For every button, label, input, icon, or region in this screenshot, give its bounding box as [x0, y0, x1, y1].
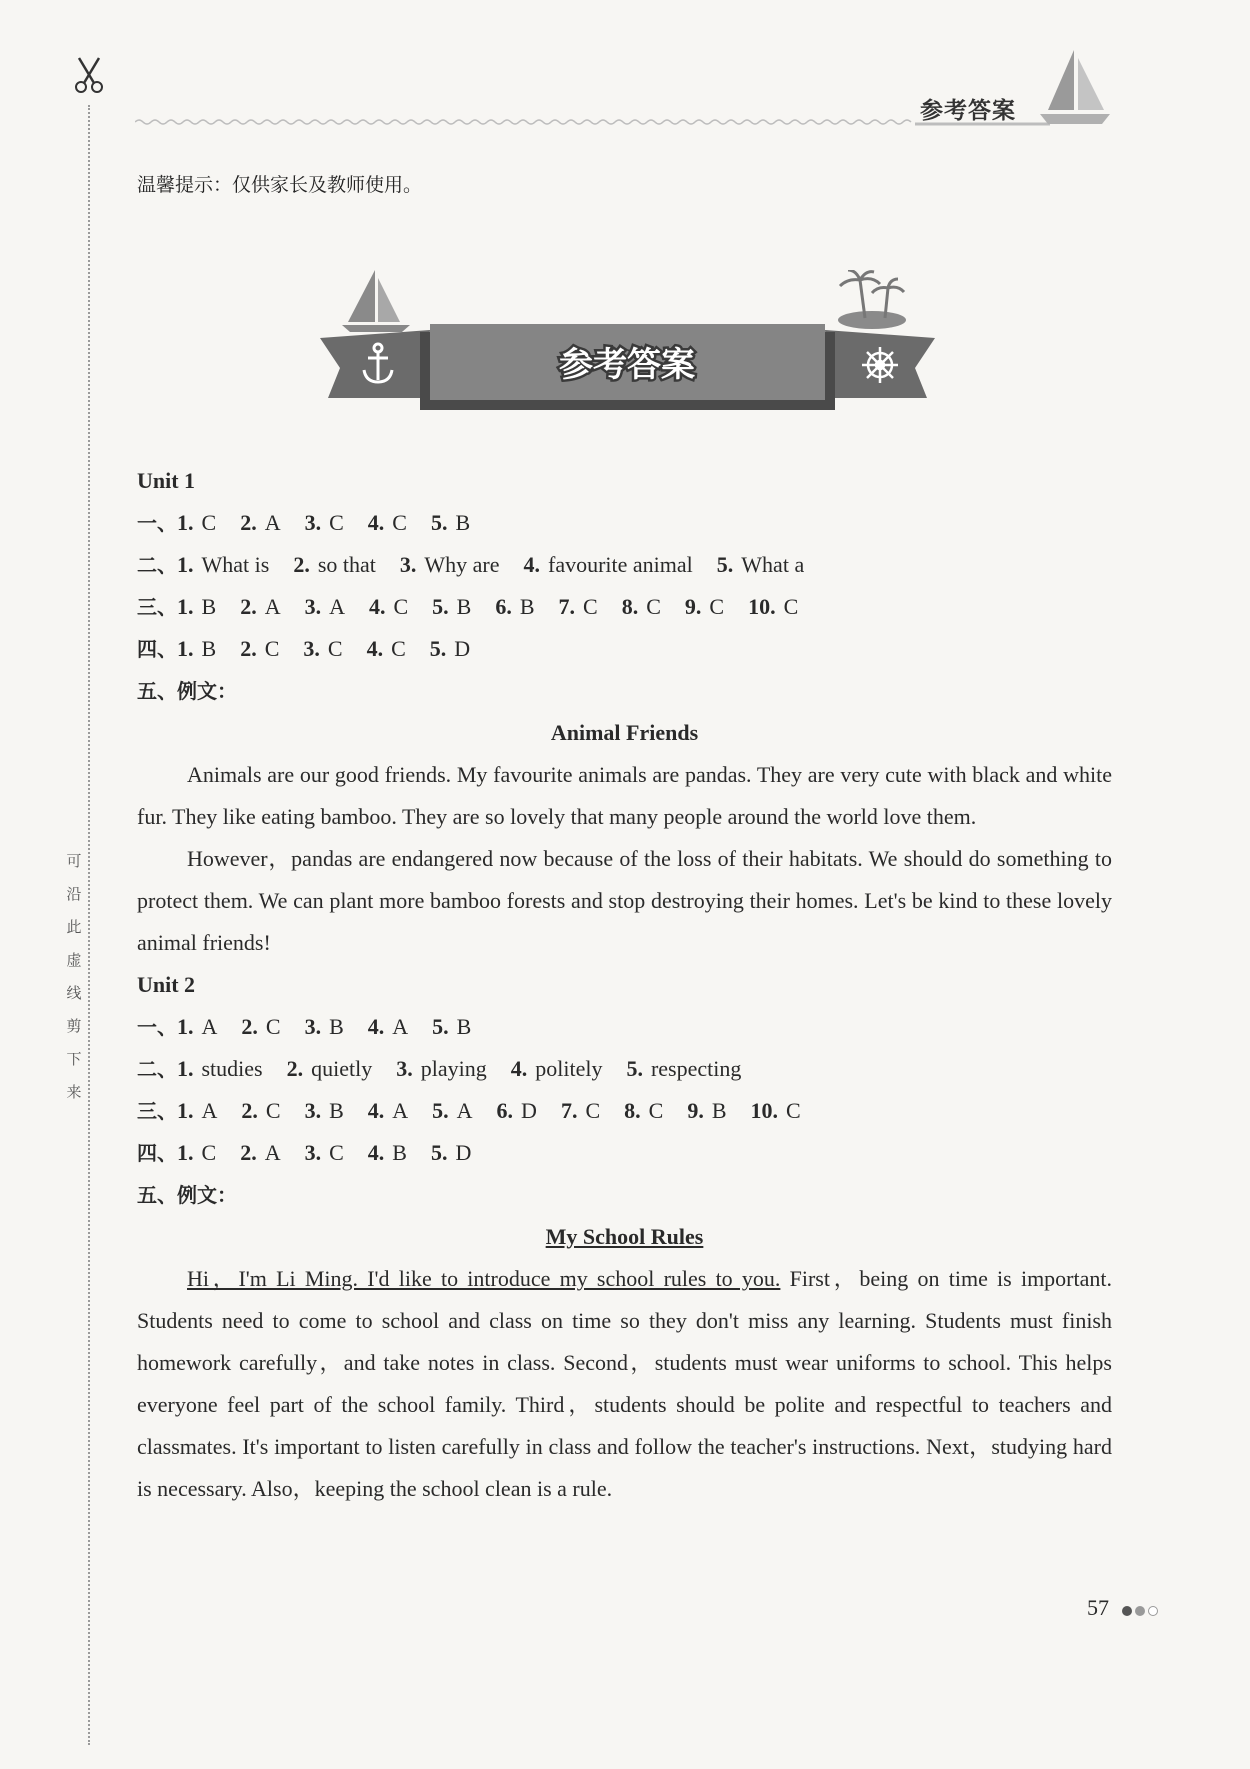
answer-item: [497, 1098, 537, 1123]
answer-value: What is: [201, 552, 270, 577]
answer-number: 5.: [432, 1014, 449, 1039]
answer-number: 2.: [286, 1056, 304, 1081]
answer-item: [524, 552, 693, 577]
answer-value: respecting: [650, 1056, 742, 1081]
answer-value: politely: [535, 1056, 603, 1081]
answer-item: [177, 510, 216, 535]
unit2-essay: [137, 1258, 1112, 1510]
answer-value: What a: [741, 552, 805, 577]
answer-value: C: [393, 594, 409, 619]
parent-teacher-tip: 温馨提示：仅供家长及教师使用。: [137, 174, 423, 196]
answer-item: [368, 1140, 407, 1165]
answer-number: 5.: [432, 594, 449, 619]
answer-item: [559, 594, 598, 619]
answer-item: [495, 594, 534, 619]
unit2-heading: Unit 2: [137, 972, 196, 997]
cut-instruction-char: 线: [66, 984, 82, 1002]
banner-title: 参考答案: [559, 345, 695, 385]
cut-dotted-line: [88, 105, 90, 1745]
answer-value: A: [264, 594, 281, 619]
answer-number: 3.: [304, 1098, 322, 1123]
answer-value: B: [329, 1098, 344, 1123]
header-wavy-rule: [135, 118, 1050, 126]
answer-item: [305, 1140, 344, 1165]
unit1-heading: Unit 1: [137, 468, 196, 493]
answer-value: C: [201, 1140, 217, 1165]
answer-value: B: [455, 510, 471, 535]
unit1-section-5-label: 五、例文：: [137, 679, 237, 703]
cut-instruction-char: 沿: [66, 885, 82, 903]
answer-value: D: [455, 1140, 472, 1165]
section-prefix: 二、: [137, 1057, 177, 1081]
cut-instruction-char: 此: [66, 918, 82, 936]
answer-number: 7.: [558, 594, 576, 619]
answer-value: C: [391, 636, 406, 661]
answer-number: 3.: [304, 1014, 322, 1039]
answer-number: 2.: [240, 510, 257, 535]
unit1-essay-paragraph-2: However，pandas are endangered now because of the loss of their habitats. We should do something to protect them. We can plant more bamboo forests and stop destroying their homes. Let's be kind to these lovely animal friends!: [137, 846, 1112, 955]
unit1-section-4: [137, 628, 1112, 670]
answer-value: B: [519, 594, 535, 619]
sailboat-icon: [1040, 48, 1110, 126]
answer-item: [626, 1056, 741, 1081]
answer-number: 5.: [430, 1140, 448, 1165]
answer-item: [177, 1014, 217, 1039]
dot-icon: [1148, 1606, 1158, 1616]
answer-value: C: [265, 1014, 281, 1039]
answer-value: C: [201, 510, 217, 535]
cut-instruction-char: 可: [66, 852, 82, 870]
answer-item: [368, 1098, 408, 1123]
unit2-essay-title: My School Rules: [545, 1224, 704, 1249]
answer-number: 2.: [240, 636, 257, 661]
answer-value: C: [329, 1140, 344, 1165]
unit2-section-4: [137, 1132, 1112, 1174]
answer-value: C: [327, 636, 343, 661]
answer-item: [624, 1098, 663, 1123]
answer-item: [240, 594, 280, 619]
answer-item: [368, 1014, 408, 1039]
answer-value: favourite animal: [548, 552, 693, 577]
answer-item: [432, 594, 471, 619]
answer-item: [396, 1056, 487, 1081]
answer-number: 5.: [430, 510, 448, 535]
dot-icon: [1135, 1606, 1145, 1616]
answer-item: [367, 636, 406, 661]
answer-value: D: [454, 636, 471, 661]
answer-value: C: [329, 510, 344, 535]
answer-number: 4.: [367, 510, 385, 535]
answer-number: 10.: [750, 1098, 778, 1123]
answer-item: [305, 1014, 344, 1039]
answer-item: [177, 1098, 217, 1123]
answer-value: C: [264, 636, 280, 661]
answer-number: 1.: [177, 1056, 194, 1081]
answer-number: 2.: [241, 1098, 258, 1123]
unit2-essay-intro: Hi，I'm Li Ming. I'd like to introduce my school rules to you.: [187, 1266, 781, 1291]
answer-value: D: [521, 1098, 537, 1123]
answer-number: 5.: [432, 1098, 449, 1123]
cut-instruction: [64, 845, 84, 1109]
answer-number: 5.: [626, 1056, 643, 1081]
answer-value: A: [392, 1014, 409, 1039]
unit1-essay-paragraph-1: Animals are our good friends. My favourite animals are pandas. They are very cute with black and white fur. They like eating bamboo. They are so lovely that many people around the world love them.: [137, 762, 1112, 829]
answer-item: [622, 594, 661, 619]
answer-item: [511, 1056, 603, 1081]
answer-value: Why are: [424, 552, 500, 577]
answer-value: A: [392, 1098, 409, 1123]
answer-content: [137, 460, 1112, 1510]
answer-value: B: [392, 1140, 407, 1165]
answer-number: 3.: [304, 594, 322, 619]
answer-value: B: [456, 1014, 472, 1039]
answer-value: B: [711, 1098, 727, 1123]
answer-item: [240, 510, 280, 535]
section-prefix: 三、: [137, 1099, 177, 1123]
answer-number: 4.: [510, 1056, 528, 1081]
answer-number: 8.: [624, 1098, 641, 1123]
answer-item: [748, 594, 798, 619]
answer-number: 3.: [396, 1056, 413, 1081]
answer-item: [177, 1056, 263, 1081]
answer-item: [368, 510, 407, 535]
answer-value: so that: [317, 552, 376, 577]
answer-number: 1.: [177, 1098, 194, 1123]
answer-number: 2.: [293, 552, 310, 577]
answer-value: B: [201, 636, 217, 661]
answer-number: 8.: [621, 594, 639, 619]
answer-number: 2.: [241, 1014, 258, 1039]
answer-banner: [320, 270, 935, 410]
answer-item: [177, 552, 269, 577]
cut-instruction-char: 来: [66, 1083, 82, 1101]
answer-item: [369, 594, 408, 619]
unit2-essay-paragraph: [137, 1258, 1112, 1510]
cut-instruction-char: 虚: [66, 951, 82, 969]
answer-number: 10.: [748, 594, 776, 619]
answer-number: 1.: [177, 552, 194, 577]
answer-value: A: [201, 1014, 218, 1039]
page-dots: [1122, 1603, 1161, 1621]
answer-number: 4.: [366, 636, 384, 661]
page-number: 57: [1087, 1595, 1109, 1620]
answer-number: 9.: [684, 594, 702, 619]
answer-number: 4.: [523, 552, 541, 577]
answer-value: studies: [201, 1056, 263, 1081]
answer-item: [240, 1140, 280, 1165]
answer-item: [430, 636, 470, 661]
answer-item: [303, 636, 342, 661]
answer-item: [305, 510, 344, 535]
answer-value: C: [783, 594, 799, 619]
answer-value: A: [264, 1140, 281, 1165]
unit1-essay-title: Animal Friends: [550, 720, 699, 745]
ship-wheel-icon: [862, 347, 898, 383]
answer-number: 3.: [304, 1140, 322, 1165]
answer-number: 1.: [177, 510, 194, 535]
answer-value: C: [786, 1098, 801, 1123]
answer-item: [717, 552, 804, 577]
answer-value: C: [265, 1098, 281, 1123]
answer-item: [432, 1098, 472, 1123]
answer-value: C: [392, 510, 407, 535]
answer-value: C: [709, 594, 725, 619]
answer-number: 1.: [177, 636, 194, 661]
answer-number: 1.: [177, 1014, 194, 1039]
answer-number: 1.: [177, 594, 194, 619]
cut-instruction-char: 剪: [66, 1017, 82, 1035]
answer-item: [293, 552, 376, 577]
answer-item: [431, 510, 470, 535]
unit2-section-2: [137, 1048, 1112, 1090]
answer-number: 5.: [429, 636, 447, 661]
answer-item: [177, 594, 216, 619]
section-prefix: 二、: [137, 553, 177, 577]
answer-item: [687, 1098, 726, 1123]
section-prefix: 三、: [137, 595, 177, 619]
answer-number: 6.: [495, 594, 512, 619]
cut-instruction-char: 下: [66, 1050, 82, 1068]
answer-value: C: [585, 1098, 601, 1123]
answer-value: A: [264, 510, 281, 535]
header-title: 参考答案: [920, 98, 1016, 124]
answer-item: [177, 636, 216, 661]
section-prefix: 四、: [137, 1141, 177, 1165]
answer-value: A: [329, 594, 345, 619]
answer-item: [685, 594, 724, 619]
answer-value: B: [329, 1014, 344, 1039]
answer-item: [431, 1140, 471, 1165]
answer-value: B: [456, 594, 472, 619]
unit1-section-2: [137, 544, 1112, 586]
answer-item: [287, 1056, 373, 1081]
answer-item: [432, 1014, 471, 1039]
answer-item: [561, 1098, 600, 1123]
answer-number: 6.: [496, 1098, 514, 1123]
answer-number: 3.: [399, 552, 417, 577]
answer-item: [751, 1098, 801, 1123]
answer-value: A: [456, 1098, 473, 1123]
section-prefix: 四、: [137, 637, 177, 661]
answer-value: quietly: [311, 1056, 373, 1081]
unit2-section-5-label: 五、例文：: [137, 1183, 237, 1207]
answer-item: [241, 1098, 280, 1123]
unit2-essay-body: First，being on time is important. Students need to come to school and class on time so they don't miss any learning. Students must finish homework carefully，and take notes in class. Second，students must wear uniforms to school. This helps everyone feel part of the school family. Third，students should be polite and respectful to teachers and classmates. It's important to listen carefully in class and follow the teacher's instructions. Next，studying hard is necessary. Also，keeping the school clean is a rule.: [137, 1266, 1112, 1501]
answer-number: 5.: [716, 552, 734, 577]
answer-item: [305, 594, 345, 619]
section-prefix: 一、: [137, 1015, 177, 1039]
answer-number: 9.: [687, 1098, 704, 1123]
answer-number: 4.: [368, 594, 386, 619]
answer-value: C: [646, 594, 661, 619]
answer-item: [177, 1140, 216, 1165]
unit2-section-3: [137, 1090, 1112, 1132]
scissors-icon: [72, 55, 106, 95]
answer-item: [240, 636, 279, 661]
answer-item: [400, 552, 500, 577]
dot-icon: [1122, 1606, 1132, 1616]
answer-number: 4.: [367, 1098, 385, 1123]
answer-value: playing: [420, 1056, 487, 1081]
answer-number: 7.: [560, 1098, 578, 1123]
unit1-section-3: [137, 586, 1112, 628]
answer-value: C: [648, 1098, 664, 1123]
answer-value: A: [201, 1098, 218, 1123]
answer-number: 1.: [177, 1140, 194, 1165]
section-prefix: 一、: [137, 511, 177, 535]
unit1-section-1: [137, 502, 1112, 544]
answer-number: 3.: [304, 510, 322, 535]
answer-value: B: [201, 594, 217, 619]
answer-number: 4.: [367, 1014, 385, 1039]
answer-item: [305, 1098, 344, 1123]
unit2-section-1: [137, 1006, 1112, 1048]
answer-item: [241, 1014, 280, 1039]
answer-number: 2.: [240, 594, 257, 619]
answer-number: 2.: [240, 1140, 257, 1165]
answer-value: C: [583, 594, 598, 619]
answer-number: 4.: [367, 1140, 385, 1165]
unit1-essay: [137, 754, 1112, 964]
answer-number: 3.: [303, 636, 320, 661]
